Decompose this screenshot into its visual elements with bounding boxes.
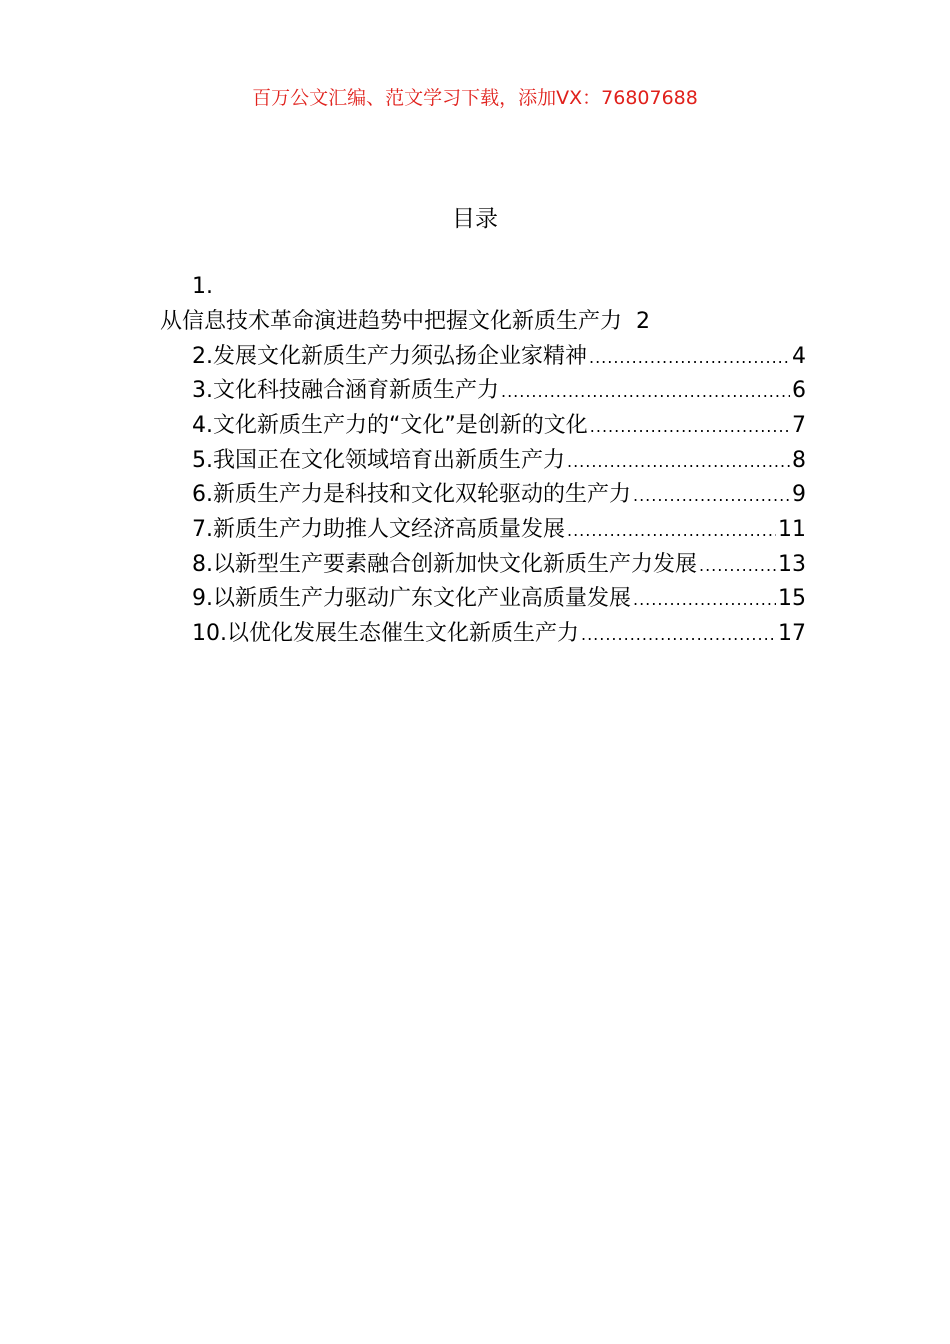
toc-entry-title: 5.我国正在文化领域培育出新质生产力 [192, 448, 565, 473]
toc-entry-10[interactable] [192, 617, 806, 651]
toc-entry-title: 9.以新质生产力驱动广东文化产业高质量发展 [192, 586, 631, 611]
toc-leader-dots [581, 618, 776, 652]
toc-entry-7[interactable] [192, 513, 806, 547]
toc-entry-title: 4.文化新质生产力的“文化”是创新的文化 [192, 413, 588, 438]
toc-entry-1-number: 1. [192, 274, 213, 299]
toc-leader-dots [633, 583, 776, 617]
toc-entry-2[interactable] [192, 340, 806, 374]
toc-entry-title: 2.发展文化新质生产力须弘扬企业家精神 [192, 344, 587, 369]
toc-leader-dots [501, 375, 790, 409]
toc-entry-page: 9 [792, 482, 806, 507]
toc-entry-1[interactable] [160, 305, 650, 339]
toc-entry-title: 从信息技术革命演进趋势中把握文化新质生产力 [160, 309, 623, 334]
toc-entry-page: 8 [792, 448, 806, 473]
toc-entry-4[interactable] [192, 409, 806, 443]
toc-entry-page: 2 [636, 309, 651, 334]
toc-entry-title: 6.新质生产力是科技和文化双轮驱动的生产力 [192, 482, 631, 507]
header-note: 百万公文汇编、范文学习下载，添加VX：76807688 [252, 87, 698, 109]
toc-entry-page: 7 [792, 413, 806, 438]
toc-entry-8[interactable] [192, 548, 806, 582]
toc-leader-dots [590, 410, 790, 444]
toc-entry-title: 3.文化科技融合涵育新质生产力 [192, 378, 499, 403]
toc-entry-3[interactable] [192, 374, 806, 408]
toc-entry-page: 4 [792, 344, 806, 369]
toc-entry-page: 15 [778, 586, 806, 611]
toc-entry-page: 11 [778, 517, 806, 542]
toc-entry-title: 7.新质生产力助推人文经济高质量发展 [192, 517, 565, 542]
toc-leader-dots [699, 549, 776, 583]
toc-entry-5[interactable] [192, 444, 806, 478]
toc-entry-page: 17 [778, 621, 806, 646]
toc-leader-dots [633, 479, 790, 513]
toc-entry-9[interactable] [192, 582, 806, 616]
toc-entry-title: 8.以新型生产要素融合创新加快文化新质生产力发展 [192, 552, 697, 577]
toc-entry-6[interactable] [192, 478, 806, 512]
toc-title: 目录 [452, 206, 498, 232]
toc-leader-dots [567, 514, 776, 548]
toc-entry-page: 6 [792, 378, 806, 403]
toc-entry-title: 10.以优化发展生态催生文化新质生产力 [192, 621, 579, 646]
toc-leader-dots [567, 445, 790, 479]
toc-entry-page: 13 [778, 552, 806, 577]
toc-leader-dots [589, 341, 790, 375]
